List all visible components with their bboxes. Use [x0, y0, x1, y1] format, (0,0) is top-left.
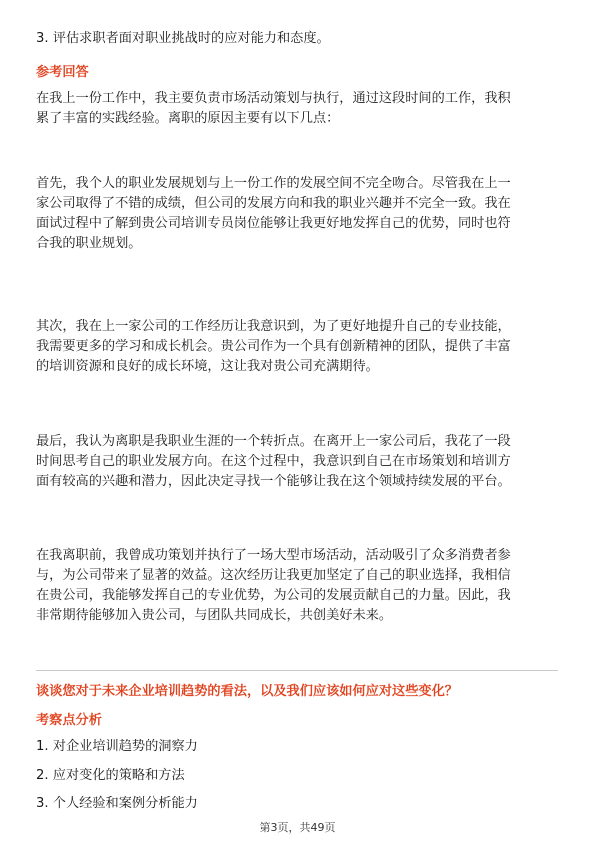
answer-paragraph-1: [36, 89, 556, 129]
page-footer: 第3页，共49页: [259, 821, 336, 834]
analysis-item-2: 2. 应对变化的策略和方法: [36, 768, 185, 783]
answer-paragraph-5: [36, 546, 556, 626]
paragraph-line: 非常期待能够加入贵公司，与团队共同成长，共创美好未来。: [36, 608, 393, 623]
paragraph-line: 在我上一份工作中，我主要负责市场活动策划与执行，通过这段时间的工作，我积: [36, 91, 511, 106]
paragraph-line: 合我的职业规划。: [36, 236, 142, 251]
answer-paragraph-2: [36, 174, 556, 254]
paragraph-line: 在我离职前，我曾成功策划并执行了一场大型市场活动，活动吸引了众多消费者参: [36, 548, 511, 563]
answer-paragraph-4: [36, 432, 556, 492]
paragraph-line: 面试过程中了解到贵公司培训专员岗位能够让我更好地发挥自己的优势，同时也符: [36, 216, 511, 231]
analysis-item-1: 1. 对企业培训趋势的洞察力: [36, 739, 198, 754]
paragraph-line: 的培训资源和良好的成长环境，这让我对贵公司充满期待。: [36, 359, 379, 374]
answer-heading: 参考回答: [36, 65, 89, 80]
analysis-item-3: 3. 个人经验和案例分析能力: [36, 796, 198, 811]
paragraph-line: 首先，我个人的职业发展规划与上一份工作的发展空间不完全吻合。尽管我在上一: [36, 176, 511, 191]
answer-paragraph-3: [36, 317, 556, 377]
question-heading: 谈谈您对于未来企业培训趋势的看法，以及我们应该如何应对这些变化？: [36, 684, 458, 699]
paragraph-line: 家公司取得了不错的成绩，但公司的发展方向和我的职业兴趣并不完全一致。我在: [36, 196, 511, 211]
paragraph-line: 时间思考自己的职业发展方向。在这个过程中，我意识到自己在市场策划和培训方: [36, 454, 511, 469]
paragraph-line: 面有较高的兴趣和潜力，因此决定寻找一个能够让我在这个领域持续发展的平台。: [36, 474, 511, 489]
paragraph-line: 累了丰富的实践经验。离职的原因主要有以下几点：: [36, 111, 340, 126]
paragraph-line: 其次，我在上一家公司的工作经历让我意识到，为了更好地提升自己的专业技能，: [36, 319, 511, 334]
paragraph-line: 我需要更多的学习和成长机会。贵公司作为一个具有创新精神的团队，提供了丰富: [36, 339, 511, 354]
evaluation-item-3: 3. 评估求职者面对职业挑战时的应对能力和态度。: [36, 31, 330, 46]
paragraph-line: 最后，我认为离职是我职业生涯的一个转折点。在离开上一家公司后，我花了一段: [36, 434, 511, 449]
section-divider: [36, 670, 558, 671]
paragraph-line: 在贵公司，我能够发挥自己的专业优势，为公司的发展贡献自己的力量。因此，我: [36, 588, 511, 603]
analysis-heading: 考察点分析: [36, 713, 102, 728]
paragraph-line: 与，为公司带来了显著的效益。这次经历让我更加坚定了自己的职业选择，我相信: [36, 568, 511, 583]
